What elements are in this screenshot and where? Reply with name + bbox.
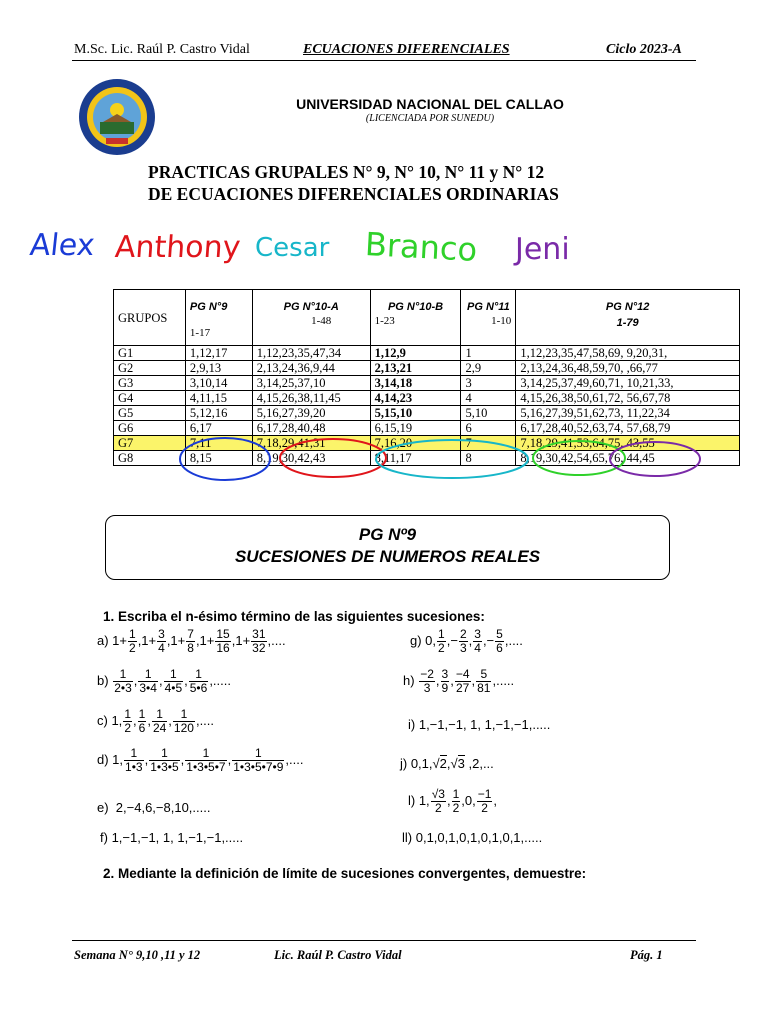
item-e: e) 2,−4,6,−8,10,..... [97, 800, 211, 815]
footer-left: Semana N° 9,10 ,11 y 12 [74, 948, 201, 962]
item-g: g) 0, $\frac{1}{2}$ ,− $\frac{2}{3}$ , $\frac{3}{4}$ ,− $\frac{5}{6}$ ,.... [410, 627, 523, 655]
table-row: G1 1,12,17 1,12,23,35,47,34 1,12,9 1 1,12,23,35,47,58,69, 9,20,31, [114, 346, 740, 361]
circle-cyan [376, 440, 528, 478]
title-line1: PRACTICAS GRUPALES N° 9, N° 10, N° 11 y N° 12 [148, 162, 545, 182]
title-line2: DE ECUACIONES DIFERENCIALES ORDINARIAS [148, 184, 559, 204]
item-b: b) $\frac{1}{2•3}$ , $\frac{1}{3•4}$ , $\frac{1}{4•5}$ , $\frac{1}{5•6}$ ,..... [97, 667, 231, 695]
header-author: M.Sc. Lic. Raúl P. Castro Vidal [74, 42, 250, 57]
circle-green [533, 441, 625, 475]
footer-right: Pág. 1 [630, 948, 663, 962]
signature-cesar: Cesar [255, 233, 330, 263]
table-row: G2 2,9,13 2,13,24,36,9,44 2,13,21 2,9 2,13,24,36,48,59,70, ,66,77 [114, 361, 740, 376]
item-f: f) 1,−1,−1, 1, 1,−1,−1,..... [100, 830, 244, 845]
table-row: G6 6,17 6,17,28,40,48 6,15,19 6 6,17,28,40,52,63,74, 57,68,79 [114, 421, 740, 436]
table-row: G5 5,12,16 5,16,27,39,20 5,15,10 5,10 5,16,27,39,51,62,73, 11,22,34 [114, 406, 740, 421]
header-grupos: GRUPOS [114, 290, 186, 346]
item-i: i) 1,−1,−1, 1, 1,−1,−1,..... [408, 717, 551, 732]
header-pg10a: PG N°10-A 1-48 [252, 290, 370, 346]
section-title-box [105, 515, 670, 580]
section-title-line2: SUCESIONES DE NUMEROS REALES [234, 547, 541, 566]
item-l: l) 1, $\frac{√3}{2}$ , $\frac{1}{2}$ ,0, $\frac{-1}{2}$ , [408, 787, 498, 815]
item-c: c) 1, $\frac{1}{2}$ , $\frac{1}{6}$ , $\frac{1}{24}$ , $\frac{1}{120}$ ,.... [97, 707, 215, 735]
table-row: G4 4,11,15 4,15,26,38,11,45 4,14,23 4 4,15,26,38,50,61,72, 56,67,78 [114, 391, 740, 406]
university-subtitle: (LICENCIADA POR SUNEDU) [365, 113, 495, 124]
table-row-highlighted: G7 7,11 7,18,29,41,31 7,16,20 7 7,18,29,41,53,64,75, 43,55 [114, 436, 740, 451]
table-row: G3 3,10,14 3,14,25,37,10 3,14,18 3 3,14,25,37,49,60,71, 10,21,33, [114, 376, 740, 391]
question-1-heading: 1. Escriba el n-ésimo término de las siguientes sucesiones: [103, 609, 485, 624]
item-d: d) 1, $\frac{1}{1•3}$ , $\frac{1}{1•3•5}$ , $\frac{1}{1•3•5•7}$ , $\frac{1}{1•3•5•7•9}$ ,.... [97, 746, 304, 774]
university-name: UNIVERSIDAD NACIONAL DEL CALLAO [296, 96, 564, 112]
item-ll: ll) 0,1,0,1,0,1,0,1,0,1,..... [402, 830, 543, 845]
signature-alex: Alex [28, 228, 97, 263]
signature-anthony: Anthony [113, 230, 242, 265]
header-pg12: PG N°12 1-79 [516, 290, 740, 346]
table-row: G8 8,15 8,19,30,42,43 8,11,17 8 8,19,30,42,54,65,76, 44,45 [114, 451, 740, 466]
item-a: a) 1+ $\frac{1}{2}$ ,1+ $\frac{3}{4}$ ,1+ $\frac{7}{8}$ ,1+ $\frac{15}{16}$ ,1+ $\frac{31}{32}$ ,.... [97, 627, 286, 655]
footer-center: Lic. Raúl P. Castro Vidal [274, 948, 402, 962]
header-pg10b: PG N°10-B 1-23 [370, 290, 461, 346]
signature-jeni: Jeni [515, 232, 570, 267]
signature-branco: Branco [364, 225, 479, 269]
item-h: h) $\frac{-2}{3}$ , $\frac{3}{9}$ , $\frac{-4}{27}$ , $\frac{5}{81}$ ,..... [403, 667, 515, 695]
circle-red [280, 439, 386, 477]
header-course: ECUACIONES DIFERENCIALES [303, 42, 510, 57]
section-title-line1: PG Nº9 [358, 525, 417, 544]
circle-blue [180, 438, 270, 480]
header-pg9: PG N°9 1-17 [185, 290, 252, 346]
header-cycle: Ciclo 2023-A [606, 42, 682, 57]
circle-purple [610, 442, 700, 476]
header-pg11: PG N°11 1-10 [461, 290, 516, 346]
question-2-heading: 2. Mediante la definición de límite de sucesiones convergentes, demuestre: [103, 866, 587, 881]
footer-rule [72, 940, 696, 941]
item-j: j) 0,1,√2,√3 ,2,... [400, 756, 494, 771]
